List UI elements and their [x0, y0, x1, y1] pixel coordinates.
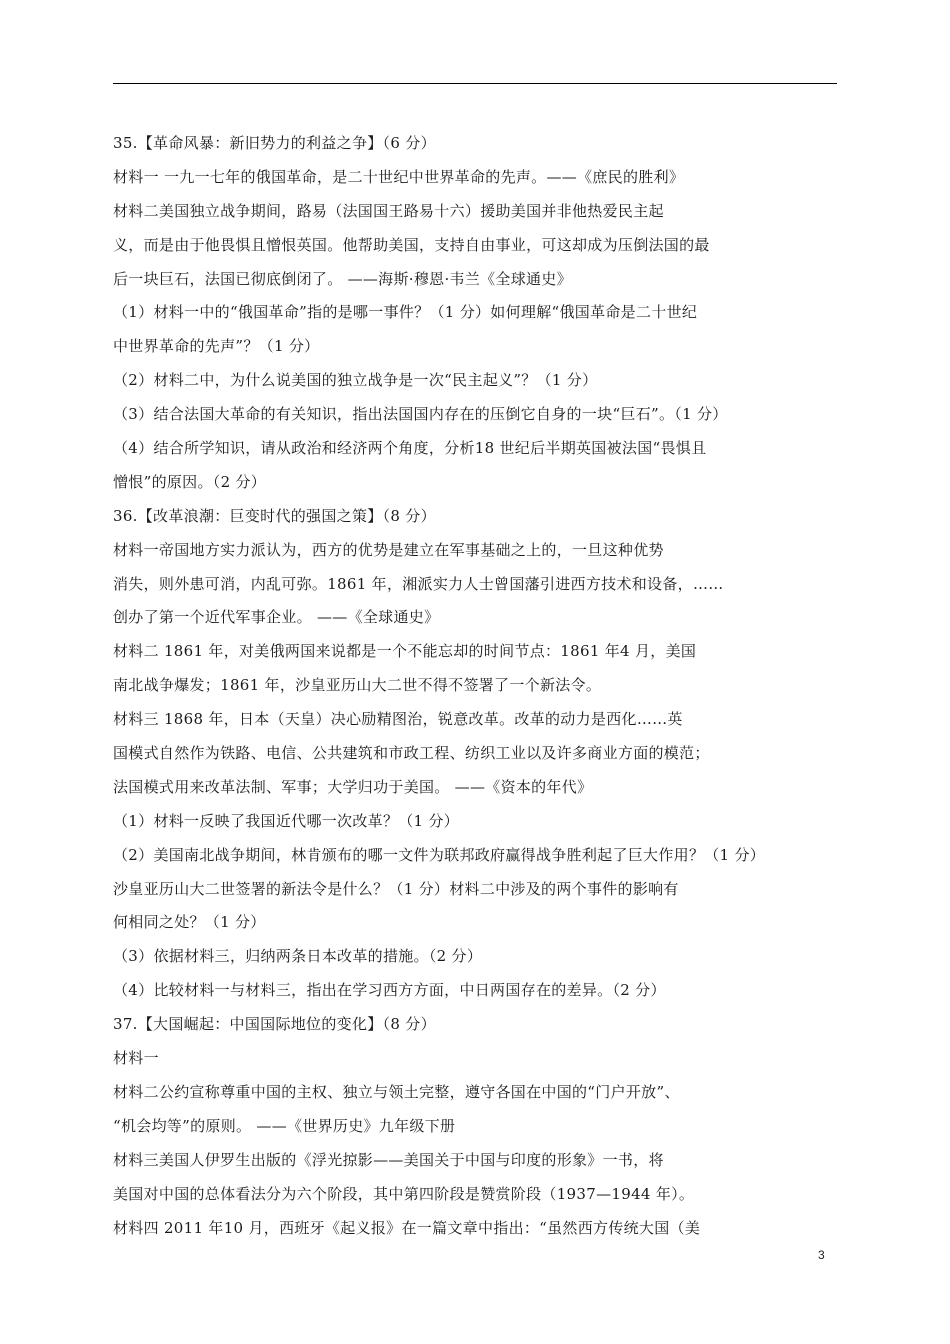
text-line: 材料二公约宣称尊重中国的主权、独立与领土完整，遵守各国在中国的“门户开放”、 [113, 1082, 680, 1101]
text-line: 材料一 一九一七年的俄国革命，是二十世纪中世界革命的先声。——《庶民的胜利》 [113, 167, 685, 186]
text-line: 后一块巨石，法国已彻底倒闭了。 ——海斯·穆恩·韦兰《全球通史》 [113, 269, 572, 288]
text-line: 35.【革命风暴：新旧势力的利益之争】（6 分） [113, 134, 436, 152]
text-line: 材料二 1861 年，对美俄两国来说都是一个不能忘却的时间节点：1861 年4 月，美国 [113, 642, 697, 661]
text-line: “机会均等”的原则。 ——《世界历史》九年级下册 [113, 1116, 456, 1135]
text-line: 材料四 2011 年10 月，西班牙《起义报》在一篇文章中指出：“虽然西方传统大国（美 [113, 1218, 701, 1237]
text-line: 材料三美国人伊罗生出版的《浮光掠影——美国关于中国与印度的形象》一书，将 [113, 1150, 664, 1169]
document-body [113, 127, 843, 1245]
text-line: 材料二美国独立战争期间，路易（法国国王路易十六）援助美国并非他热爱民主起 [113, 201, 664, 220]
text-line: （2）材料二中，为什么说美国的独立战争是一次“民主起义”？（1 分） [113, 371, 598, 390]
text-line: （4）比较材料一与材料三，指出在学习西方方面，中日两国存在的差异。（2 分） [113, 981, 666, 1000]
text-line: （4）结合所学知识，请从政治和经济两个角度，分析18 世纪后半期英国被法国“畏惧且 [113, 439, 707, 458]
text-line: 37.【大国崛起：中国国际地位的变化】（8 分） [113, 1015, 436, 1034]
text-line: 憎恨”的原因。（2 分） [113, 472, 267, 491]
text-line: 何相同之处？（1 分） [113, 913, 266, 932]
text-line: （2）美国南北战争期间，林肯颁布的哪一文件为联邦政府赢得战争胜利起了巨大作用？（1 分） [113, 845, 766, 864]
text-line: （3）依据材料三，归纳两条日本改革的措施。（2 分） [113, 947, 483, 966]
text-line: 材料三 1868 年，日本（天皇）决心励精图治，锐意改革。改革的动力是西化……英 [113, 710, 683, 729]
text-line: 国模式自然作为铁路、电信、公共建筑和市政工程、纺织工业以及许多商业方面的模范； [113, 744, 710, 763]
text-line: 材料一帝国地方实力派认为，西方的优势是建立在军事基础之上的，一旦这种优势 [113, 540, 664, 559]
text-line: 法国模式用来改革法制、军事；大学归功于美国。 ——《资本的年代》 [113, 777, 593, 796]
text-line: 消失，则外患可消，内乱可弥。1861 年，湘派实力人士曾国藩引进西方技术和设备，…… [113, 574, 724, 593]
text-line: （1）材料一反映了我国近代哪一次改革？（1 分） [113, 811, 460, 830]
text-line: （1）材料一中的“俄国革命”指的是哪一事件？（1 分）如何理解“俄国革命是二十世纪 [113, 303, 698, 322]
page-number: 3 [818, 1248, 825, 1262]
text-line: 沙皇亚历山大二世签署的新法令是什么？（1 分）材料二中涉及的两个事件的影响有 [113, 879, 679, 898]
header-rule [113, 83, 837, 84]
text-line: 中世界革命的先声”？（1 分） [113, 337, 320, 356]
text-line: 36.【改革浪潮：巨变时代的强国之策】（8 分） [113, 506, 436, 525]
text-line: 创办了第一个近代军事企业。 ——《全球通史》 [113, 608, 440, 627]
text-line: （3）结合法国大革命的有关知识，指出法国国内存在的压倒它自身的一块“巨石”。（1 分） [113, 405, 728, 424]
text-line: 南北战争爆发；1861 年，沙皇亚历山大二世不得不签署了一个新法令。 [113, 676, 602, 695]
text-line: 材料一 [113, 1049, 159, 1068]
text-line: 义，而是由于他畏惧且憎恨英国。他帮助美国，支持自由事业，可这却成为压倒法国的最 [113, 235, 710, 254]
text-line: 美国对中国的总体看法分为六个阶段，其中第四阶段是赞赏阶段（1937—1944 年）。 [113, 1184, 695, 1203]
